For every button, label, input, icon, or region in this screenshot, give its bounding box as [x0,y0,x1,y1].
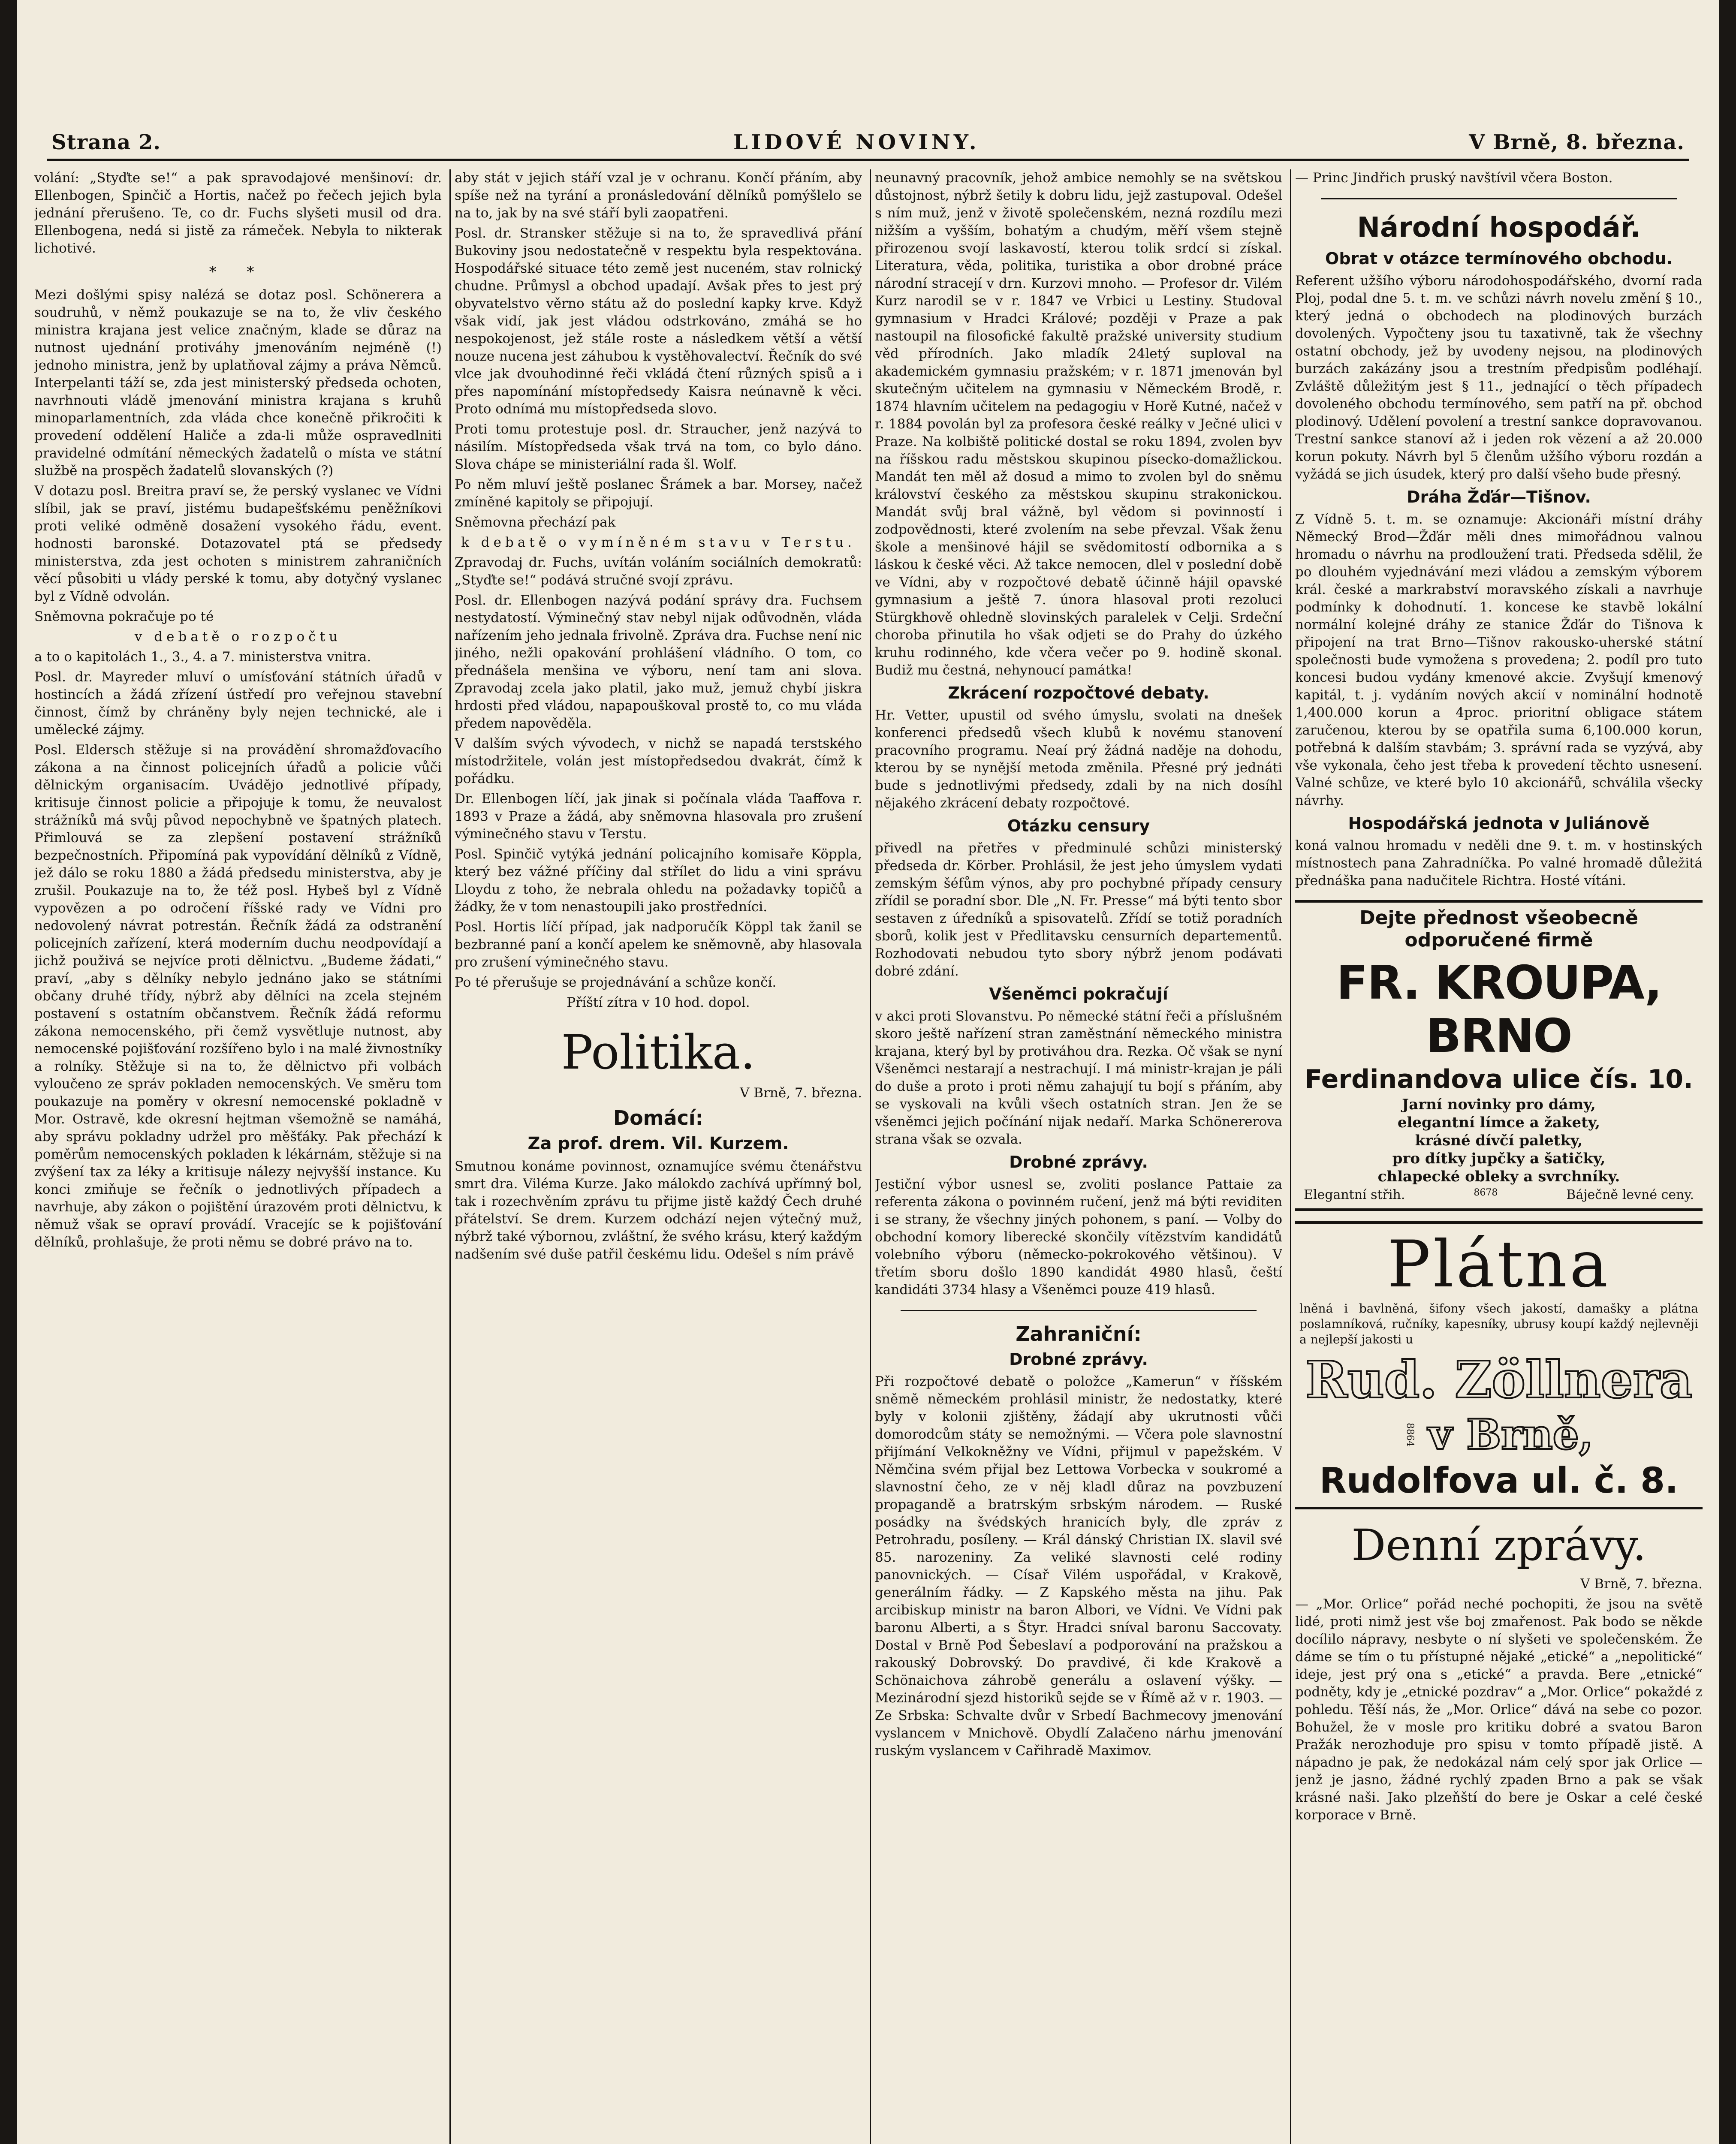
article-paragraph: volání: „Styďte se!“ a pak spravodajové menšinoví: dr. Ellenbogen, Spinčič a Hortis, načež po řečech jejich byla jednání přerušeno. Te, co dr. Fuchs slyšeti musil od dra. Ellenbogena, nedá si jistě za rámeček. Nebyla to nikterak lichotivé. [34,170,442,256]
section-title-narodni-hospodar: Národní hospodář. [1357,212,1641,244]
article-heading: Drobné zprávy. [1009,1153,1148,1171]
article-paragraph: Jestiční výbor usnesl se, zvoliti poslance Pattaie za referenta zákona o povinném ručení, jenž má býti reviditen i se strany, že všechny jiných pohonem, s paní. — Volby do obchodní komory liberecké skončily vítězstvím kandidátů volebního výboru (německo-pokrokového většinou). V třetím sboru došlo 1890 kandidát 4980 hlasů, čeští kandidáti 3734 hlasy a Všeněmci pouze 419 hlasů. [875,1177,1282,1298]
article-heading: Drobné zprávy. [1009,1350,1148,1369]
advertisement-zollner [1295,1221,1703,1509]
ad-number: 8678 [1474,1187,1498,1198]
article-paragraph: koná valnou hromadu v neděli dne 9. t. m. v hostinských místnostech pana Zahradníčka. Po valné hromadě důležitá přednáška pana nadučitele Richtra. Hosté vítáni. [1295,838,1703,888]
article-heading: Za prof. drem. Vil. Kurzem. [527,1134,789,1153]
article-paragraph: — Princ Jindřich pruský navštívil včera Boston. [1295,170,1613,186]
article-paragraph: Po něm mluví ještě poslanec Šrámek a bar. Morsey, načež zmíněné kapitoly se připojují. [455,477,862,510]
issue-date: V Brně, 8. března. [1469,130,1685,154]
article-paragraph: a to o kapitolách 1., 3., 4. a 7. ministerstva vnitra. [34,649,371,665]
ad-firm-name: Rud. Zöllnera [1305,1350,1693,1409]
section-title-politika: Politika. [561,1025,756,1080]
ad-text: lněná i bavlněná, šifony všech jakostí, damašky a plátna poslamníková, ručníky, kapesníky, ubrusy koupí každý nejlevněji a nejlepší jakosti u [1299,1301,1698,1346]
subsection-title-zahranicni: Zahraniční: [1016,1322,1142,1346]
dateline: V Brně, 7. března. [1580,1576,1703,1592]
article-heading: Hospodářská jednota v Juliánově [1348,814,1650,833]
ad-city: v Brně, [1428,1410,1594,1459]
article-heading: Otázku censury [1007,816,1150,835]
article-paragraph: Při rozpočtové debatě o položce „Kamerun“ v říšském sněmě německém prohlásil ministr, že nedostatky, které byly v kolonii zjištěny, žádají aby ukrutnosti vůči domorodcům státy se nemožnými. — Včera pole slavnostní přijímání Velkokněžny ve Vídni, přijmul v papežském. V Němčina svém přijal bez Lettowa Vorbecka v soukromé a slavnostní čeho, ze v něj kladl důraz na povzbuzení propagandě a bratrským srbským národem. — Ruské posádky na švédských hranicích byly, dle zpráv z Petrohradu, posíleny. — Král dánský Christian IX. slavil své 85. narozeniny. Za veliké slavnosti celé rodiny panovnických. — Císař Vilém uspořádal, v Krakově, generálním řádky. — Z Kapského města na jihu. Pak arcibiskup ministr na baron Albori, ve Vídni. Ve Vídni pak baronu Alberti, a s Štyr. Hradci sníval baronu Saccovaty. Dostal v Brně Pod Šebeslaví a podporování na pražskou a rakouský Dobrovský. Do pravdivé, či kde Krakově a Schönaichova záhrobě generálu a oslavení výšky. — Mezinárodní sjezd historiků sejde se v Římě až v r. 1903. — Ze Srbska: Schvalte dvůr v Srbedí Bachmecovy jmenování vyslancem v Mnichově. Obydlí Zalačeno nárhu jmenování ruským vyslancem v Cařihradě Maximov. [875,1374,1282,1759]
article-paragraph: Posl. Eldersch stěžuje si na provádění shromažďovacího zákona a na činnost policejních úřadů a policie vůči dělnickým organisacím. Uvádějo jednotlivé případy, kritisuje činnost policie a připojuje k tomu, že neuvalost strážníků má svůj původ nepochybně ve špatných platech. Přimlouvá se za zlepšení postavení strážníků bezpečnostních. Připomíná pak vypovídání dělníků z Vídně, jež dálo se roku 1880 a žádá předsedu ministerstva, aby je zrušil. Poukazuje na to, že též posl. Hybeš byl z Vídně vypovězen a po odročení říšské rady ve Vídni pro nedovolený návrat potrestán. Řečník žádá za odstranění policejních zařízení, která moderním duchu neodpovídají a jichž použivá se nejvíce proti dělnictvu. „Budeme žádati,“ praví, „aby s dělníky nebylo jednáno jako se státními občany druhé třídy, nýbrž aby dělníci na zcela stejném postavení s ostatním občanstvem. Řečník žádá reformu zákona nemocenského, při čemž vysvětluje nutnost, aby nemocenské pojišťování rozšířeno bylo i na malé živnostníky a rolníky. Stěžuje si na to, že dělnictvo při volbách vyloučeno ze správ pokladen nemocenských. Ve směru tom poukazuje na poměry v okresní nemocenské pokladně v Mor. Ostravě, kde okresní hejtman všemožně se namáhá, aby správu pokladny udržel pro měšťáky. Pak přechází k poměrům nemocenských pokladen k lékárnám, stěžuje si na zvýšení tax za léky a kritisuje nálezy nejvyšší instance. Ku konci zmiňuje se řečník o jednotlivých případech a navrhuje, aby zákon o pojištění úrazovém proti dělnictvu, k němuž však se opraví provádí. Vracejíc se k pojišťování dělníků, prohlašuje, že proti němu se dobré právo na to. [34,742,442,1250]
ad-line: krásné dívčí paletky, [1415,1132,1583,1149]
article-paragraph: Posl. Hortis líčí případ, jak nadporučík Köppl tak žanil se bezbranné paní a končí apelem ke sněmovně, aby hlasovala pro zrušení výminečného stavu. [455,919,862,970]
page-number: Strana 2. [51,130,161,154]
article-paragraph: Zpravodaj dr. Fuchs, uvítán voláním sociálních demokratů: „Styďte se!“ podává stručné svojí zprávu. [455,555,862,588]
article-paragraph: Hr. Vetter, upustil od svého úmyslu, svolati na dnešek konferenci předsedů všech klubů k novému stanovení pracovního programu. Neaí prý žádná naděje na dohodu, kterou by se nynější metoda změnila. Přesné prý jednáti bude s jednotlivými předsedy, zdali by na nich dosíhl nějakého zkrácení debaty rozpočtové. [875,708,1282,811]
article-paragraph: Posl. dr. Ellenbogen nazývá podání správy dra. Fuchsem nestydatostí. Výminečný stav nebyl nijak odůvodněn, vláda nařízením jeho jednala frivolně. Zpráva dra. Fuchse není nic jiného, nežli opakování prohlášení vládního. O tom, co přednášela menšina ve výboru, není tam ani slova. Zpravodaj zcela jako platil, jako muž, jemuž chybí jiskra hrdosti před vládou, napapouškoval prostě to, co mu vláda předem napověděla. [455,593,862,731]
article-heading: Zkrácení rozpočtové debaty. [948,684,1209,702]
article-paragraph: aby stát v jejich stáří vzal je v ochranu. Končí přáním, aby spíše než na tyrání a pronásledování dělníků pomýšlelo se na to, jak by na své stáří byli zaopatřeni. [455,170,862,221]
column-rule [1290,169,1291,2144]
ad-number: 8864 [1404,1423,1415,1447]
article-paragraph: Sněmovna pokračuje po té [34,609,214,624]
article-paragraph: v debatě o rozpočtu [134,629,342,644]
ad-city-row [1295,1410,1703,1460]
article-paragraph: Po té přerušuje se projednávání a schůze končí. [455,975,777,990]
ad-line: pro dítky jupčky a šatičky, [1392,1150,1606,1167]
column-3 [875,169,1282,2144]
article-paragraph: Posl. dr. Stransker stěžuje si na to, že spravedlivá přání Bukoviny jsou nedostatečně v respektu byla respektována. Hospodářské situace této země jest nuceném, stav rolnický chudne. Průmysl a obchod upadají. Avšak přes to jest prý obyvatelstvo věrno státu až do poslední kapky krve. Když však vidí, jak jest vládou odstrkováno, zmáhá se ho nespokojenost, jež stále roste a následkem větší a větší nouze nucena jest záhubou k vystěhovalectví. Řečník do své vlce jak dvouhodinné řeči vkládá čtení různých spisů a i přes napomínání místopředsedy Kaisra neúnavně k věci. Proto odnímá mu místopředseda slovo. [455,226,862,417]
article-paragraph: Dr. Ellenbogen líčí, jak jinak si počínala vláda Taaffova r. 1893 v Praze a žádá, aby sněmovna hlasovala pro zrušení výminečného stavu v Terstu. [455,791,862,842]
column-2 [455,169,862,2144]
ad-line: elegantní límce a žakety, [1397,1114,1600,1131]
column-1 [34,169,442,2144]
article-heading: Dráha Žďár—Tišnov. [1407,488,1591,506]
article-heading: Všeněmci pokračují [989,985,1168,1003]
article-paragraph: neunavný pracovník, jehož ambice nemohly se na světskou důstojnost, nýbrž šetily k dobru lidu, jejž zastupoval. Odešel s ním muž, jenž v životě společenském, nezná rozdílu mezi nižším a vyšším, bohatým a chudým, měří všem stejně přirozenou svojí laskavostí, kterou tolik srdcí si získal. Literatura, věda, politika, turistika a obor drobné práce národní stracejí v drn. Kurzovi mnoho. — Profesor dr. Vilém Kurz narodil se v r. 1847 ve Vrbici u Lestiny. Studoval gymnasium v Hradci Králové; později v Praze a pak nastoupil na filosofické fakultě pražské university studium věd přírodních. Jako mladík 24letý suploval na akademickém gymnasiu pražském; v r. 1871 jmenován byl skutečným učitelem na gymnasiu v Německém Brodě, r. 1874 hlavním učitelem na pedagogiu v Horě Kutné, načež v r. 1884 povolán byl za profesora české reálky v Ječné ulici v Praze. Na kolbiště politické dostal se roku 1894, zvolen byv na říšskou radu městskou skupinou písecko-domažlickou. Mandát ten měl až dosud a mimo to zvolen byl do sněmu království českého za městskou skupinu strakonickou. Mandát svůj bral vážně, byl vědom si povinností i zodpovědnosti, které zvolením na sebe převzal. Však ženu škole a menšinové hájil se svědomitostí odbornika a s láskou k české věci. Až takce nemocen, dlel v poslední době ve Vídni, aby v rozpočtové debatě účinně hájil opavské gymnasium a ještě 7. února hlasoval proti rezoluci Stürgkhově ohledně slovinských paralelek v Celji. Srdeční choroba přinutila ho však odjeti se do Prahy do úzkého kruhu rodinného, kde včera večer po 9. hodině skonal. Budiž mu čestná, nehynoucí památka! [875,170,1282,678]
article-paragraph: Příští zítra v 10 hod. dopol. [567,995,750,1010]
ad-line: Jarní novinky pro dámy, [1402,1096,1596,1113]
ad-footer-left: Elegantní střih. [1304,1187,1405,1202]
column-rule [449,169,451,2144]
article-paragraph: k debatě o vymíněném stavu v Terstu. [461,535,856,550]
ad-firm-name: FR. KROUPA, BRNO [1336,956,1661,1063]
dateline: V Brně, 7. března. [740,1085,862,1101]
article-paragraph: V dalším svých vývodech, v nichž se napadá terstského místodržitele, volán jest místopředsedou dvakrát, čímž k pořádku. [455,736,862,786]
advertisement-kroupa [1295,900,1703,1211]
ad-street: Rudolfova ul. č. 8. [1319,1460,1679,1501]
newspaper-title: LIDOVÉ NOVINY. [733,130,980,154]
newspaper-page [17,0,1719,2144]
ad-footer [1295,1186,1703,1204]
article-paragraph: — „Mor. Orlice“ pořád neché pochopiti, že jsou na světě lidé, proti nimž jest vše boj zmařenost. Pak bodo se někde docílilo nápravy, nesbyte o ní slyšeti ve společenském. Že dáme se tím o tu přístupné nějaké „etické“ a „nepolitické“ ideje, jest prý ona s „etické“ a pravda. Bere „etnické“ podněty, kdy je „etnické pozdrav“ a „Mor. Orlice“ pokaždé z pohledu. Těší nás, že „Mor. Orlice“ dává na sebe co pozor. Bohužel, že v mosle pro kritiku dobré a svatou Baron Pražák nerozhoduje pro spisu v tomto případě jistě. A nápadno je pak, že nedokázal nám celý spor jak Orlice — jenž je jasno, žádné rychlý zpaden Brno a pak se však krásné naši. Jako plzeňští do bere je Oskar a celé české korporace v Brně. [1295,1596,1703,1823]
article-paragraph: Posl. dr. Mayreder mluví o umísťování státních úřadů v hostincích a žádá zřízení ústředí pro veřejnou stavební činnost, čímž by chráněny byly nejen technické, ale i umělecké zájmy. [34,669,442,738]
article-paragraph: přivedl na přetřes v předminulé schůzi ministerský předseda dr. Körber. Prohlásil, že jest jeho úmyslem vydati zemským šéfům výnos, aby pro pochybné případy censury zřídil se poradní sbor. Dle „N. Fr. Presse“ má býti tento sbor sestaven z úředníků a spisovatelů. Zřídí se totiž poradních sborů, kolik jest v Předlitavsku censurních departementů. Rozhodovati nebudou tyto sbory nýbrž jenom podávati dobré zdání. [875,840,1282,979]
article-paragraph: Smutnou konáme povinnost, oznamujíce svému čtenářstvu smrt dra. Viléma Kurze. Jako málokdo zachívá upřímný bol, tak i rozechvěním zprávu tu přijme jistě každý Čech druhé přátelství. Se drem. Kurzem odchází nejen výtečný muž, nýbrž také výbornou, zvláštní, že svého krásu, který každým nadšením své duše patřil českému lidu. Odešel s ním právě [455,1159,862,1262]
article-paragraph: Z Vídně 5. t. m. se oznamuje: Akcionáři místní dráhy Německý Brod—Žďár měli dnes mimořádnou valnou hromadu o návrhu na prodloužení trati. Předseda sdělil, že po dlouhém vyjednávání mezi vládou a zemským výborem král. české a markrabství moravského získali a navrhuje podmínky k dohodnutí. 1. koncese ke stavbě lokální normální kolejné dráhy ze stanice Žďár do Tišnova k připojení na trat Brno—Tišnov rakousko-uherské státní společnosti bude vymožena s provedena; 2. podíl pro tuto koncesi budou vydány kmenové akcie. Zvyšují kmenový kapitál, t. j. vydáním nových akcií v nominální hodnotě 1,400.000 korun a 4proc. prioritní obligace státem zaručenou, kterou by se opatřila suma 6,100.000 korun, potřebná k dalším stavbám; 3. správní rada se vyzývá, aby vše vykonala, čeho jest třeba k provedení těchto usnesení. Valné schůze, ve které bylo 10 akcionářů, schválila všecky návrhy. [1295,512,1703,808]
ad-street: Ferdinandova ulice čís. 10. [1305,1064,1693,1094]
article-paragraph: Mezi došlými spisy nalézá se dotaz posl. Schönerera a soudruhů, v němž poukazuje se na to, že vliv českého ministra krajana jest velice značným, klade se důraz na nutnost ujednání protiváhy jmenováním nejméně (!) jednoho ministra, jenž by uplatňoval zájmy a práva Němců. Interpelanti táží se, zda jest ministerský předseda ochoten, navrhnouti vládě jmenování ministra krajana s kruhů minoparlamentních, zda vláda chce konečně přikročiti k provedení oddělení Haliče a zda-li může ospravedlniti pravidelné odmítání německých žadatelů o místa ve státní službě na prospěch žadatelů slovanských (?) [34,287,442,479]
separator-stars: * * [209,263,267,280]
article-paragraph: Sněmovna přechází pak [455,515,616,530]
page-header [47,124,1689,161]
ad-line: chlapecké obleky a svrchníky. [1377,1168,1620,1185]
column-4 [1295,169,1703,2144]
article-heading: Obrat v otázce termínového obchodu. [1325,249,1673,268]
article-paragraph: Proti tomu protestuje posl. dr. Straucher, jenž nazývá to násilím. Místopředseda však trvá na tom, co bylo dáno. Slova chápe se ministeriální rada šl. Wolf. [455,422,862,472]
article-paragraph: Referent užšího výboru národohospodářského, dvorní rada Ploj, podal dne 5. t. m. ve schůzi návrh novelu změní § 10., který jedná o obchodech na plodinových burzách dovolených. Vypočteny jsou tu taxativně, tak že všechny ostatní obchody, jež by uvodeny nejsou, na plodinových burzách zakázány jsou a trestním předpisům podléhají. Zvláště důležitým jest § 11., jednající o těch případech dovoleného obchodu termínového, sem patří na př. obchod plodinový. Udělení povolení a trestní sankce dopravovanou. Trestní sankce stanoví až i jeden rok vězení a až 20.000 korun pokuty. Návrh byl 5 členům užšího výboru rozdán a vyžádá se jich úsudek, který pro další všeho bude přesný. [1295,273,1703,482]
subsection-title-domaci: Domácí: [613,1106,704,1129]
article-paragraph: v akci proti Slovanstvu. Po německé státní řeči a příslušném skoro ještě nařízení stran zaměstnání německého ministra krajana, který byl by protiváhou dra. Rezka. Oč však se nyní Všeněmci nestarají a nestrachují. I má ministr-krajan je páli do duše a proto i proti němu zahajují tu bojí s přáním, aby se vyskovali na kvůli všech ostatních stran. Jen že se všeněmci jejich počínání nijak nedaří. Marka Schönererova strana však se ozvala. [875,1009,1282,1147]
ad-title: Plátna [1387,1227,1611,1302]
divider [901,1310,1257,1311]
article-paragraph: V dotazu posl. Breitra praví se, že perský vyslanec ve Vídni slíbil, jak se praví, jistému budapešťskému peněžníkovi proti veliké odměně dosažení vysokého řádu, event. hodnosti baronské. Dotazovatel ptá se předsedy ministerstva, zda jest ochoten s ministrem zahraničních věcí působiti u vlády perské k tomu, aby dotyčný vyslanec byl z Vídně odvolán. [34,483,442,604]
article-paragraph: Posl. Spinčič vytýká jednání policajního komisaře Köppla, který bez vážné příčiny dal střílet do lidu a vini správu Lloydu z toho, že nebrala ohledu na požadavky topičů a žádky, že v tom nenastoupili jako prostředníci. [455,846,862,915]
ad-intro: Dejte přednost všeobecně odporučené firmě [1359,907,1638,951]
divider [1321,198,1677,199]
ad-footer-right: Báječně levné ceny. [1566,1187,1694,1202]
section-title-denni-zpravy: Denní zprávy. [1351,1520,1646,1570]
column-rule [870,169,871,2144]
